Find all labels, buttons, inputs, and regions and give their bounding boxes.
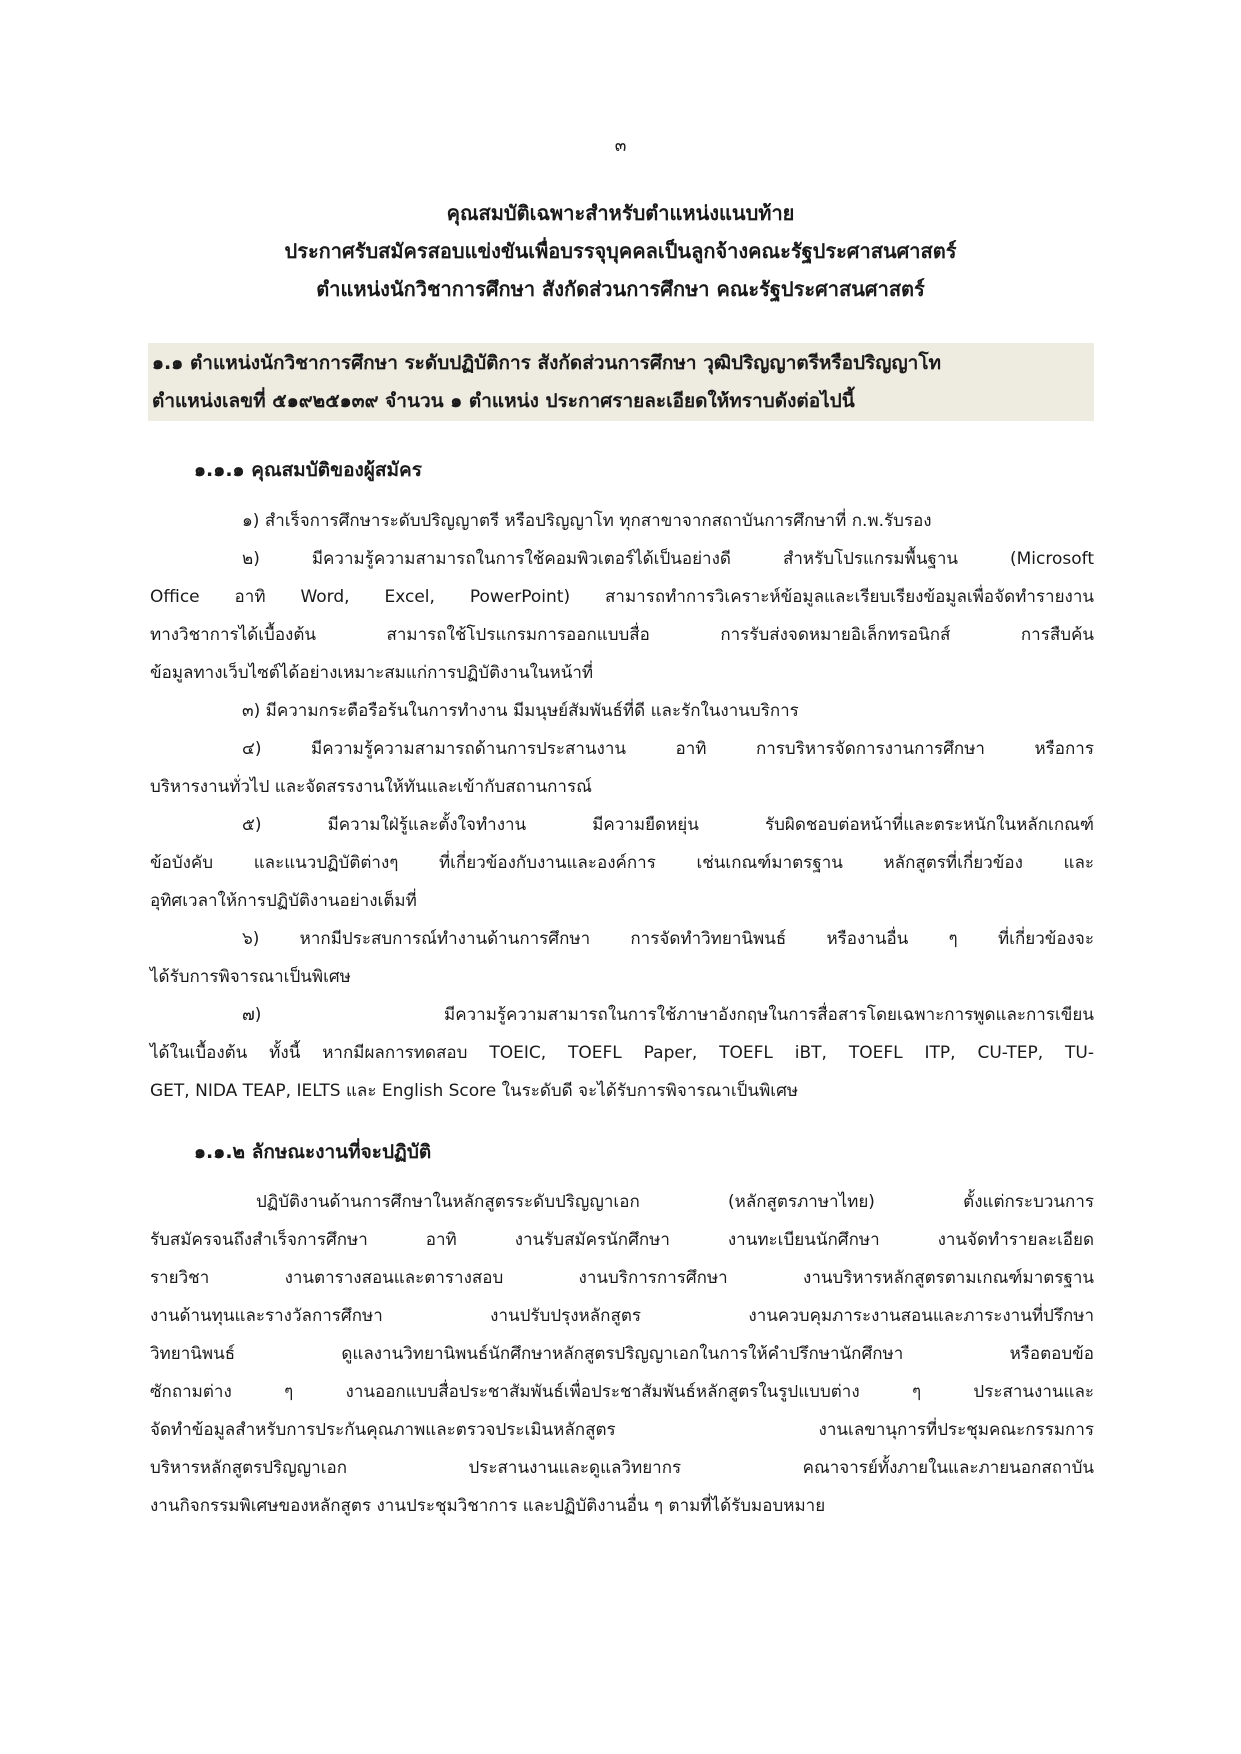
title-line: ประกาศรับสมัครสอบแข่งขันเพื่อบรรจุบุคคลเป็นลูกจ้างคณะรัฐประศาสนศาสตร์ bbox=[284, 239, 957, 263]
title-line: ตำแหน่งนักวิชาการศึกษา สังกัดส่วนการศึกษา คณะรัฐประศาสนศาสตร์ bbox=[316, 277, 925, 301]
position-summary-box bbox=[148, 343, 1094, 421]
qualification-item-2-line: Office อาทิ Word, Excel, PowerPoint) สามารถทำการวิเคราะห์ข้อมูลและเรียบเรียงข้อมูลเพื่อจัดทำรายงาน bbox=[150, 587, 1094, 607]
qualification-item-4-line: บริหารงานทั่วไป และจัดสรรงานให้ทันและเข้ากับสถานการณ์ bbox=[150, 777, 592, 797]
qualification-item-5-line: ข้อบังคับ และแนวปฏิบัติต่างๆ ที่เกี่ยวข้องกับงานและองค์การ เช่นเกณฑ์มาตรฐาน หลักสูตรที่เกี่ยวข้อง และ bbox=[150, 853, 1094, 873]
job-description-line: บริหารหลักสูตรปริญญาเอก ประสานงานและดูแลวิทยากร คณาจารย์ทั้งภายในและภายนอกสถาบัน bbox=[150, 1458, 1094, 1478]
position-summary-line: ตำแหน่งเลขที่ ๕๑๙๒๕๑๓๙ จำนวน ๑ ตำแหน่ง ประกาศรายละเอียดให้ทราบดังต่อไปนี้ bbox=[152, 390, 855, 412]
qualification-item-2-line: ๒) มีความรู้ความสามารถในการใช้คอมพิวเตอร์ได้เป็นอย่างดี สำหรับโปรแกรมพื้นฐาน (Microsoft bbox=[242, 549, 1094, 569]
job-description-line: งานกิจกรรมพิเศษของหลักสูตร งานประชุมวิชาการ และปฏิบัติงานอื่น ๆ ตามที่ได้รับมอบหมาย bbox=[150, 1496, 826, 1516]
job-description-line: จัดทำข้อมูลสำหรับการประกันคุณภาพและตรวจประเมินหลักสูตร งานเลขานุการที่ประชุมคณะกรรมการ bbox=[150, 1420, 1094, 1440]
qualification-item-5-line: อุทิศเวลาให้การปฏิบัติงานอย่างเต็มที่ bbox=[150, 891, 417, 911]
job-description-line: ปฏิบัติงานด้านการศึกษาในหลักสูตรระดับปริญญาเอก (หลักสูตรภาษาไทย) ตั้งแต่กระบวนการ bbox=[256, 1192, 1094, 1212]
job-description-line: รายวิชา งานตารางสอนและตารางสอบ งานบริการการศึกษา งานบริหารหลักสูตรตามเกณฑ์มาตรฐาน bbox=[150, 1268, 1094, 1288]
job-description-line: ซักถามต่าง ๆ งานออกแบบสื่อประชาสัมพันธ์เพื่อประชาสัมพันธ์หลักสูตรในรูปแบบต่าง ๆ ประสานงานและ bbox=[150, 1382, 1094, 1402]
qualification-item-7-line: GET, NIDA TEAP, IELTS และ English Score ในระดับดี จะได้รับการพิจารณาเป็นพิเศษ bbox=[150, 1081, 799, 1101]
qualification-item-2-line: ทางวิชาการได้เบื้องต้น สามารถใช้โปรแกรมการออกแบบสื่อ การรับส่งจดหมายอิเล็กทรอนิกส์ การสืบค้น bbox=[150, 625, 1094, 645]
qualification-item-6-line: ๖) หากมีประสบการณ์ทำงานด้านการศึกษา การจัดทำวิทยานิพนธ์ หรืองานอื่น ๆ ที่เกี่ยวข้องจะ bbox=[242, 929, 1094, 949]
qualification-item-7-line: ได้ในเบื้องต้น ทั้งนี้ หากมีผลการทดสอบ TOEIC, TOEFL Paper, TOEFL iBT, TOEFL ITP, CU-TEP, TU- bbox=[150, 1043, 1094, 1063]
qualification-item-5-line: ๕) มีความใฝ่รู้และตั้งใจทำงาน มีความยืดหยุ่น รับผิดชอบต่อหน้าที่และตระหนักในหลักเกณฑ์ bbox=[242, 815, 1094, 835]
section-heading-qualifications: ๑.๑.๑ คุณสมบัติของผู้สมัคร bbox=[194, 459, 422, 481]
qualification-item-7-line: ๗) มีความรู้ความสามารถในการใช้ภาษาอังกฤษในการสื่อสารโดยเฉพาะการพูดและการเขียน bbox=[242, 1005, 1094, 1025]
qualification-item-4-line: ๔) มีความรู้ความสามารถด้านการประสานงาน อาทิ การบริหารจัดการงานการศึกษา หรือการ bbox=[242, 739, 1094, 759]
qualification-item-3-line: ๓) มีความกระตือรือร้นในการทำงาน มีมนุษย์สัมพันธ์ที่ดี และรักในงานบริการ bbox=[242, 701, 799, 721]
job-description-line: วิทยานิพนธ์ ดูแลงานวิทยานิพนธ์นักศึกษาหลักสูตรปริญญาเอกในการให้คำปรึกษานักศึกษา หรือตอบข้อ bbox=[150, 1344, 1094, 1364]
document-title bbox=[0, 194, 1241, 308]
job-description-line: งานด้านทุนและรางวัลการศึกษา งานปรับปรุงหลักสูตร งานควบคุมภาระงานสอนและภาระงานที่ปรึกษา bbox=[150, 1306, 1094, 1326]
qualification-item-2-line: ข้อมูลทางเว็บไซต์ได้อย่างเหมาะสมแก่การปฏิบัติงานในหน้าที่ bbox=[150, 663, 594, 683]
job-description-paragraph bbox=[150, 1183, 1094, 1525]
section-heading-job-description: ๑.๑.๒ ลักษณะงานที่จะปฏิบัติ bbox=[194, 1141, 432, 1163]
qualification-item-6-line: ได้รับการพิจารณาเป็นพิเศษ bbox=[150, 967, 351, 987]
position-summary-line: ๑.๑ ตำแหน่งนักวิชาการศึกษา ระดับปฏิบัติการ สังกัดส่วนการศึกษา วุฒิปริญญาตรีหรือปริญญาโท bbox=[152, 352, 942, 374]
qualifications-list bbox=[150, 502, 1094, 1110]
qualification-item-1-line: ๑) สำเร็จการศึกษาระดับปริญญาตรี หรือปริญญาโท ทุกสาขาจากสถาบันการศึกษาที่ ก.พ.รับรอง bbox=[242, 511, 932, 531]
title-line: คุณสมบัติเฉพาะสำหรับตำแหน่งแนบท้าย bbox=[446, 201, 795, 225]
job-description-line: รับสมัครจนถึงสำเร็จการศึกษา อาทิ งานรับสมัครนักศึกษา งานทะเบียนนักศึกษา งานจัดทำรายละเอียด bbox=[150, 1230, 1094, 1250]
page-number: ๓ bbox=[614, 136, 627, 156]
